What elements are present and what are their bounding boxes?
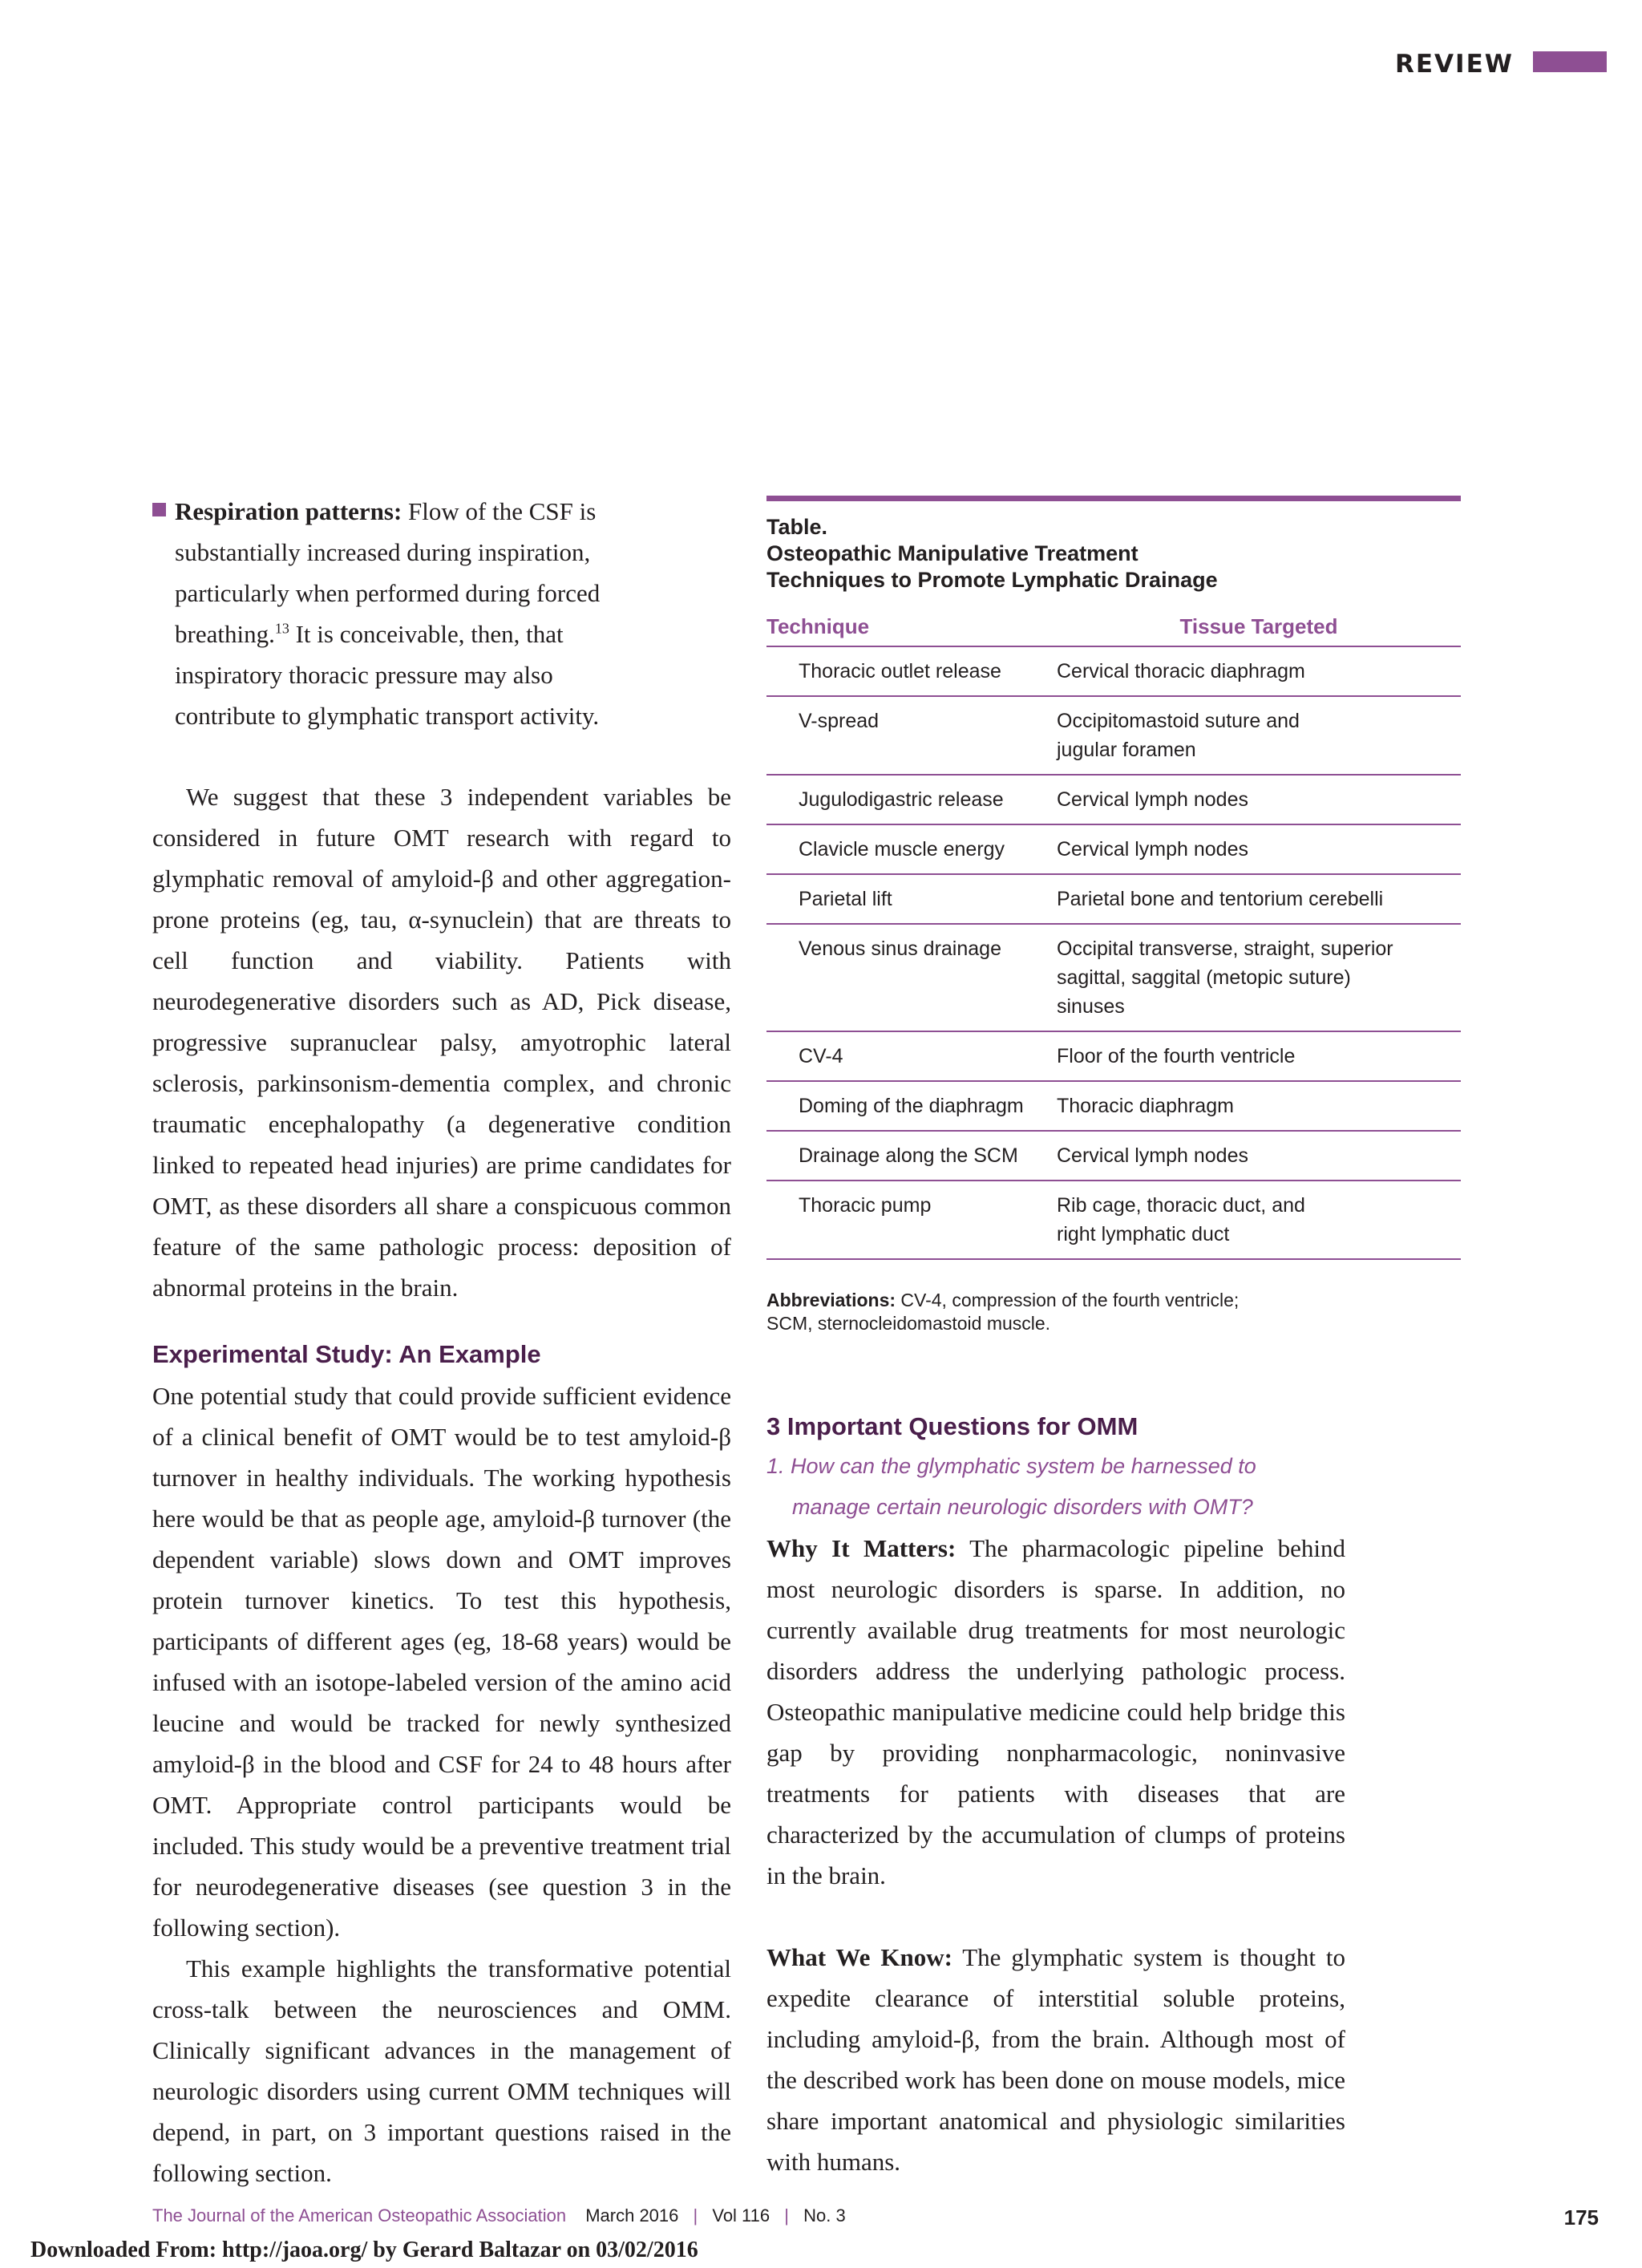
paragraph-why-it-matters: [766, 1528, 1345, 1896]
table-row: [766, 874, 1461, 924]
heading-experimental-study: Experimental Study: An Example: [152, 1340, 541, 1368]
abbreviations-text: CV-4, compression of the fourth ventricle; SCM, sternocleidomastoid muscle.: [766, 1290, 1240, 1334]
know-label: What We Know:: [766, 1943, 952, 1971]
table-title: [766, 514, 1461, 593]
bullet-text-1: Flow of the CSF is substantially increased during inspiration, particularly when performed during forced breathing.: [175, 497, 601, 648]
paragraph-what-we-know: [766, 1937, 1345, 2182]
bullet-respiration: [152, 491, 649, 736]
cell-tissue: Cervical lymph nodes: [1057, 775, 1461, 824]
reference-13[interactable]: 13: [274, 620, 289, 637]
abbreviations-label: Abbreviations:: [766, 1290, 896, 1310]
cell-technique: Thoracic outlet release: [766, 646, 1057, 696]
cell-tissue: Cervical lymph nodes: [1057, 1131, 1461, 1181]
cell-tissue: Parietal bone and tentorium cerebelli: [1057, 874, 1461, 924]
table-row: [766, 1081, 1461, 1131]
cell-tissue: Thoracic diaphragm: [1057, 1081, 1461, 1131]
bullet-label: Respiration patterns:: [175, 497, 402, 525]
cell-tissue: Cervical thoracic diaphragm: [1057, 646, 1461, 696]
section-label: REVIEW: [1395, 50, 1514, 79]
cell-tissue: Cervical lymph nodes: [1057, 824, 1461, 874]
page-footer: [152, 2205, 1612, 2230]
table-row: [766, 1181, 1461, 1259]
table-row: [766, 646, 1461, 696]
footer-separator: |: [784, 2205, 789, 2225]
omt-techniques-table: [766, 614, 1461, 1260]
table-row: [766, 1131, 1461, 1181]
cell-technique: Drainage along the SCM: [766, 1131, 1057, 1181]
cell-technique: Parietal lift: [766, 874, 1057, 924]
left-column: [152, 491, 731, 2193]
question-1-line-2: manage certain neurologic disorders with OMT?: [792, 1495, 1253, 1519]
cell-technique: V-spread: [766, 696, 1057, 775]
table-row: [766, 824, 1461, 874]
table-row: [766, 924, 1461, 1031]
why-text: The pharmacologic pipeline behind most neurologic disorders is sparse. In addition, no currently available drug treatments for most neurologic disorders address the underlying pathologic process. Osteopathic manipulative medicine could help bridge this gap by providing nonpharmacologic, noninvasive treatments for patients with diseases that are characterized by the accumulation of clumps of proteins in the brain.: [766, 1534, 1345, 1889]
download-notice: Downloaded From: http://jaoa.org/ by Gerard Baltazar on 03/02/2016: [30, 2238, 698, 2262]
bullet-square-icon: [152, 503, 166, 516]
column-header-technique: Technique: [766, 614, 1057, 646]
paragraph-transformative: This example highlights the transformative potential cross-talk between the neurosciences and OMM. Clinically significant advances in the management of neurologic disorders using current OMM techniques will depend, in part, on 3 important questions raised in the following section.: [152, 1954, 731, 2187]
bullet-text-2: It is conceivable, then, that inspiratory thoracic pressure may also contribute to glymphatic transport activity.: [175, 620, 600, 730]
table-top-rule: [766, 496, 1461, 501]
table-title-line-1: Osteopathic Manipulative Treatment: [766, 541, 1138, 565]
footer-date: March 2016: [585, 2205, 679, 2225]
heading-important-questions: 3 Important Questions for OMM: [766, 1412, 1138, 1440]
paragraph-experimental: One potential study that could provide sufficient evidence of a clinical benefit of OMT would be to test amyloid-β turnover in healthy individuals. The working hypothesis here would be that as people age, amyloid-β turnover (the dependent variable) slows down and OMT improves protein turnover kinetics. To test this hypothesis, participants of different ages (eg, 18-68 years) would be infused with an isotope-labeled version of the amino acid leucine and would be tracked for newly synthesized amyloid-β in the blood and CSF for 24 to 48 hours after OMT. Appropriate control participants would be included. This study would be a preventive treatment trial for neurodegenerative diseases (see question 3 in the following section).: [152, 1382, 731, 1942]
footer-issue: No. 3: [803, 2205, 846, 2225]
section-accent-bar: [1533, 51, 1607, 72]
paragraph-variables: We suggest that these 3 independent variables be considered in future OMT research with regard to glymphatic removal of amyloid-β and other aggregation-prone proteins (eg, tau, α-synuclein) that are threats to cell function and viability. Patients with neurodegenerative disorders such as AD, Pick disease, progressive supranuclear palsy, amyotrophic lateral sclerosis, parkinsonism-dementia complex, and chronic traumatic encephalopathy (a degenerative condition linked to repeated head injuries) are prime candidates for OMT, as these disorders all share a conspicuous common feature of the same pathologic process: deposition of abnormal proteins in the brain.: [152, 783, 731, 1302]
table-row: [766, 775, 1461, 824]
cell-technique: Venous sinus drainage: [766, 924, 1057, 1031]
table-header-row: [766, 614, 1461, 646]
footer-journal-name: The Journal of the American Osteopathic Association: [152, 2205, 567, 2225]
table-row: [766, 1031, 1461, 1081]
page-number: 175: [1563, 2205, 1599, 2230]
cell-tissue: Occipital transverse, straight, superior sagittal, saggital (metopic suture) sinuses: [1057, 924, 1461, 1031]
table-label: Table.: [766, 515, 828, 539]
footer-separator: |: [693, 2205, 698, 2225]
column-header-tissue: Tissue Targeted: [1057, 614, 1461, 646]
right-column: [766, 496, 1461, 2182]
question-1-line-1: 1. How can the glymphatic system be harnessed to: [766, 1454, 1256, 1478]
question-1: [766, 1446, 1461, 1528]
footer-volume: Vol 116: [712, 2205, 770, 2225]
table-row: [766, 696, 1461, 775]
know-text: The glymphatic system is thought to expedite clearance of interstitial soluble proteins, including amyloid-β, from the brain. Although most of the described work has been done on mouse models, mice share important anatomical and physiologic similarities with humans.: [766, 1943, 1345, 2176]
why-label: Why It Matters:: [766, 1534, 956, 1562]
cell-tissue: Rib cage, thoracic duct, and right lymphatic duct: [1057, 1181, 1461, 1259]
table-abbreviations: [766, 1289, 1280, 1335]
cell-technique: Jugulodigastric release: [766, 775, 1057, 824]
cell-tissue: Occipitomastoid suture and jugular foramen: [1057, 696, 1461, 775]
cell-tissue: Floor of the fourth ventricle: [1057, 1031, 1461, 1081]
cell-technique: Clavicle muscle energy: [766, 824, 1057, 874]
cell-technique: Thoracic pump: [766, 1181, 1057, 1259]
cell-technique: CV-4: [766, 1031, 1057, 1081]
cell-technique: Doming of the diaphragm: [766, 1081, 1057, 1131]
table-title-line-2: Techniques to Promote Lymphatic Drainage: [766, 568, 1218, 592]
